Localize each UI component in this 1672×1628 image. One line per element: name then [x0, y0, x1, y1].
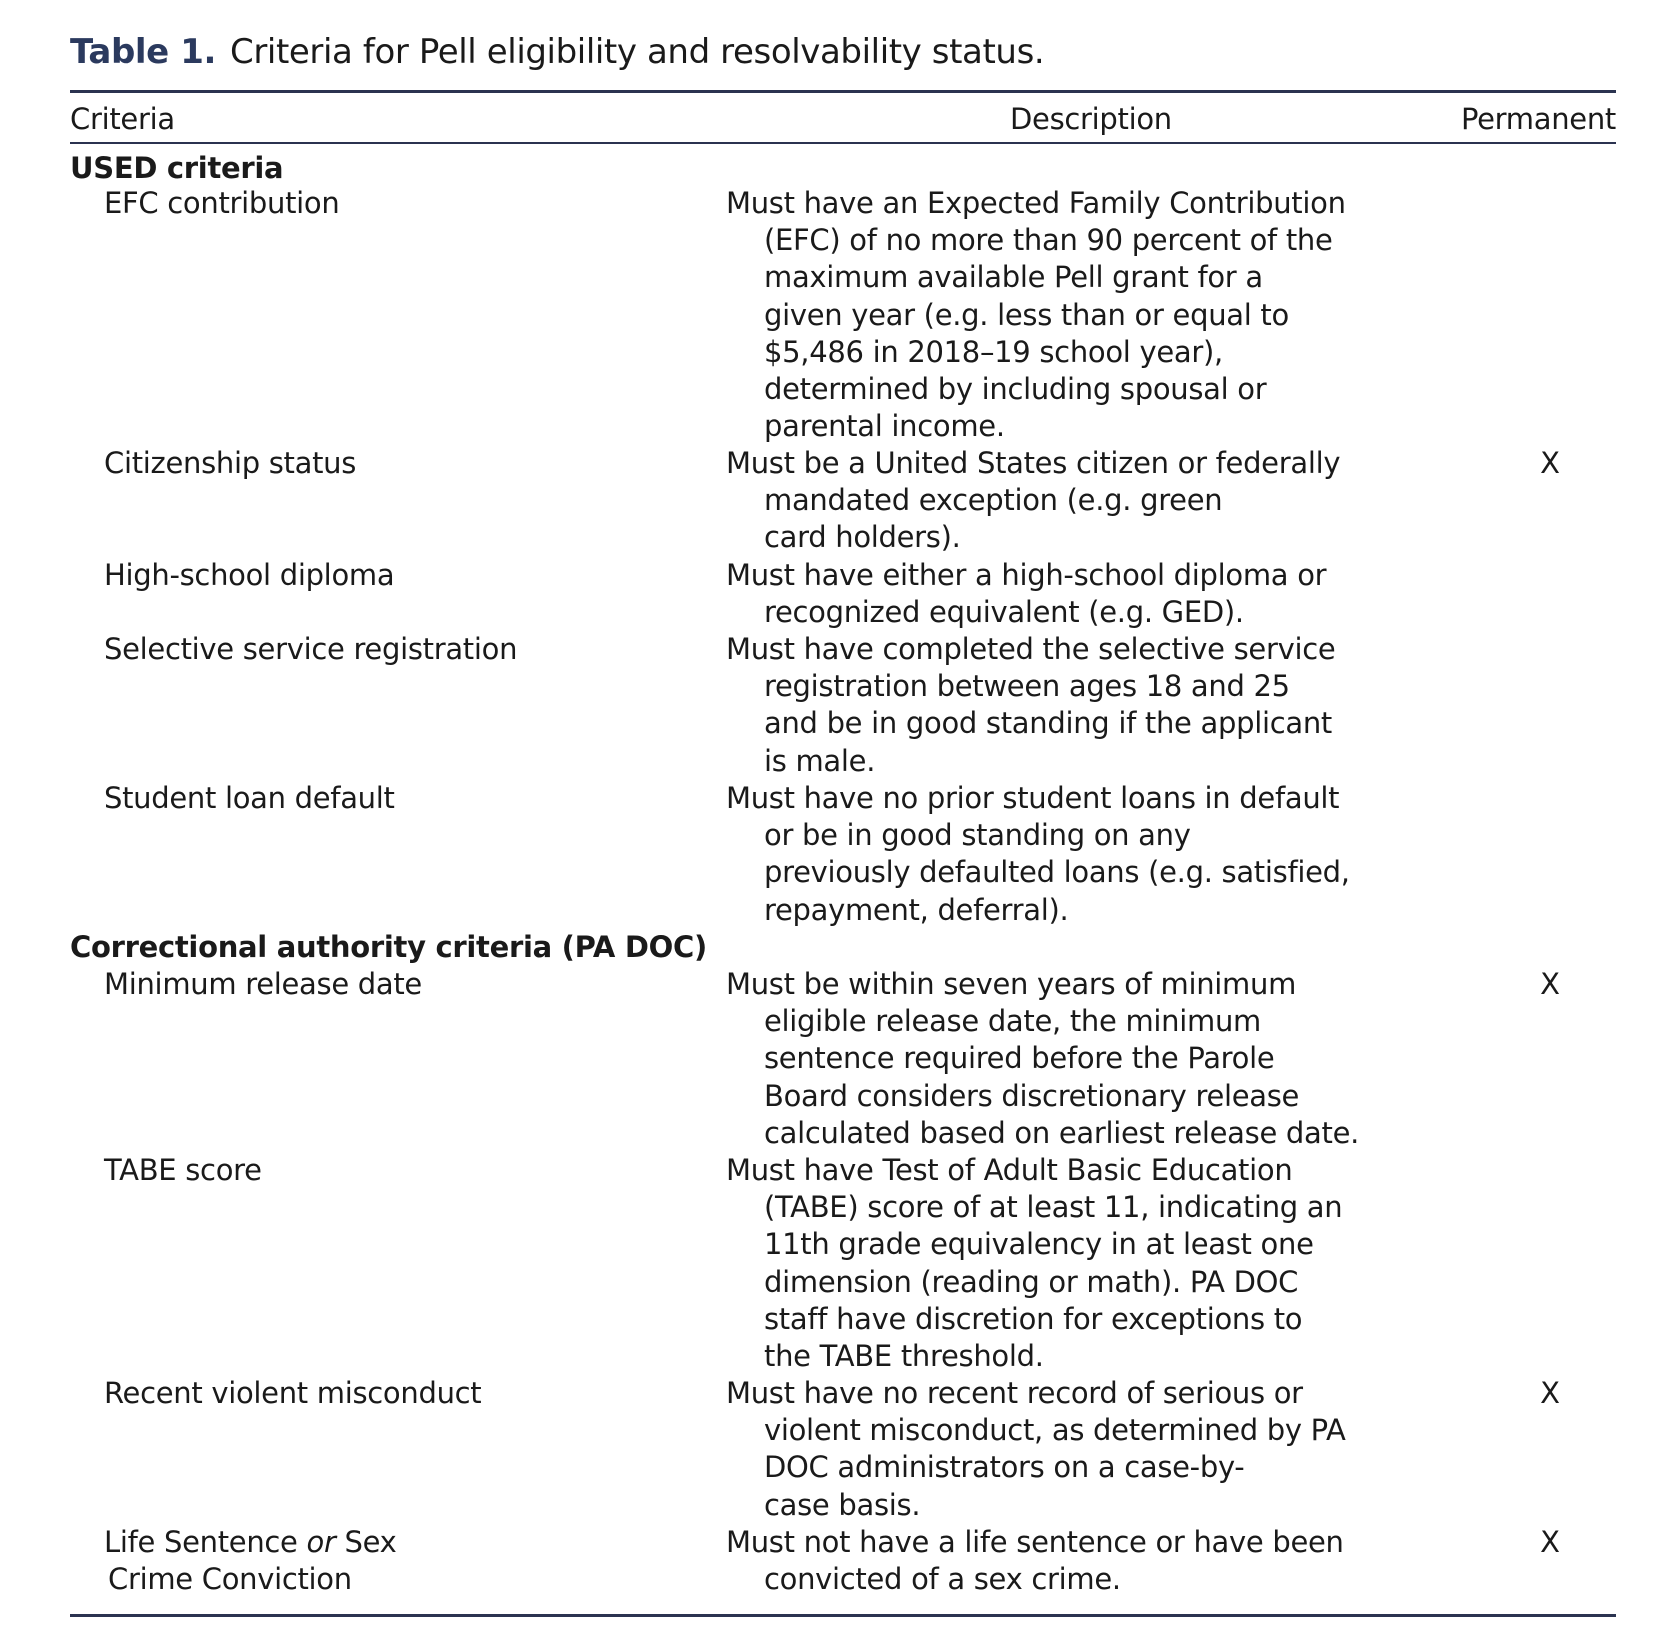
- description-line: is male.: [764, 743, 876, 778]
- top-rule: [70, 90, 1616, 93]
- permanent-mark-life-sentence: X: [1540, 1525, 1560, 1559]
- description-line: Must not have a life sentence or have been: [726, 1525, 1344, 1559]
- section-title-used: USED criteria: [70, 151, 284, 185]
- permanent-mark-misconduct: X: [1540, 1376, 1560, 1410]
- column-header-permanent: Permanent: [1460, 102, 1616, 136]
- description-line: Must have Test of Adult Basic Education: [726, 1153, 1293, 1187]
- criteria-efc: EFC contribution: [104, 186, 340, 220]
- criteria-release-date: Minimum release date: [104, 967, 422, 1001]
- description-line: staff have discretion for exceptions to: [764, 1301, 1303, 1336]
- description-line: sentence required before the Parole: [764, 1041, 1275, 1076]
- description-line: 11th grade equivalency in at least one: [764, 1227, 1314, 1262]
- description-line: (EFC) of no more than 90 percent of the: [764, 223, 1333, 258]
- description-release-date: [726, 966, 1360, 1152]
- description-line: Must have either a high-school diploma or: [726, 558, 1327, 592]
- criteria-text: Life Sentence: [104, 1525, 307, 1559]
- description-line: parental income.: [764, 409, 1005, 444]
- description-life-sentence: [726, 1524, 1344, 1598]
- description-line: Must be within seven years of minimum: [726, 967, 1297, 1001]
- criteria-text-italic: or: [306, 1525, 336, 1559]
- criteria-text: Crime Conviction: [108, 1562, 352, 1597]
- criteria-misconduct: Recent violent misconduct: [104, 1376, 482, 1410]
- description-line: Must have no recent record of serious or: [726, 1376, 1303, 1410]
- caption-text: Criteria for Pell eligibility and resolvability status.: [230, 32, 1045, 72]
- criteria-selective-service: Selective service registration: [104, 632, 518, 666]
- description-line: mandated exception (e.g. green: [764, 483, 1223, 518]
- description-line: determined by including spousal or: [764, 372, 1267, 407]
- description-line: Must have completed the selective service: [726, 632, 1336, 666]
- description-tabe: [726, 1152, 1343, 1375]
- description-line: convicted of a sex crime.: [764, 1562, 1121, 1597]
- criteria-tabe: TABE score: [104, 1153, 262, 1187]
- caption-label: Table 1.: [70, 32, 217, 72]
- description-line: calculated based on earliest release date.: [764, 1115, 1360, 1150]
- permanent-mark-release-date: X: [1540, 967, 1560, 1001]
- column-header-description: Description: [1010, 102, 1172, 136]
- criteria-citizenship: Citizenship status: [104, 446, 357, 480]
- description-line: maximum available Pell grant for a: [764, 260, 1263, 295]
- description-line: repayment, deferral).: [764, 892, 1069, 927]
- description-line: and be in good standing if the applicant: [764, 706, 1332, 741]
- description-selective-service: [726, 631, 1336, 780]
- description-line: violent misconduct, as determined by PA: [764, 1413, 1346, 1448]
- description-line: case basis.: [764, 1487, 921, 1522]
- description-efc: [726, 185, 1346, 445]
- criteria-student-loan: Student loan default: [104, 781, 395, 815]
- description-line: Must have an Expected Family Contribution: [726, 186, 1346, 220]
- description-line: recognized equivalent (e.g. GED).: [764, 595, 1244, 630]
- description-line: card holders).: [764, 520, 961, 555]
- table-caption: [70, 28, 1044, 76]
- criteria-life-sentence: [104, 1524, 664, 1598]
- description-line: or be in good standing on any: [764, 818, 1191, 853]
- description-citizenship: [726, 445, 1341, 557]
- description-misconduct: [726, 1375, 1346, 1524]
- description-line: the TABE threshold.: [764, 1339, 1044, 1374]
- criteria-diploma: High-school diploma: [104, 558, 395, 592]
- column-header-criteria: Criteria: [70, 102, 175, 136]
- bottom-rule: [70, 1614, 1616, 1617]
- description-student-loan: [726, 780, 1350, 929]
- description-line: DOC administrators on a case-by-: [764, 1450, 1245, 1485]
- description-line: previously defaulted loans (e.g. satisfied,: [764, 855, 1350, 890]
- header-rule: [70, 142, 1616, 144]
- description-line: dimension (reading or math). PA DOC: [764, 1264, 1299, 1299]
- description-line: Board considers discretionary release: [764, 1078, 1300, 1113]
- permanent-mark-citizenship: X: [1540, 446, 1560, 480]
- description-line: Must have no prior student loans in default: [726, 781, 1340, 815]
- description-line: (TABE) score of at least 11, indicating an: [764, 1190, 1343, 1225]
- description-line: Must be a United States citizen or federally: [726, 446, 1341, 480]
- section-title-pa-doc: Correctional authority criteria (PA DOC): [70, 930, 707, 964]
- description-line: $5,486 in 2018–19 school year),: [764, 334, 1223, 369]
- description-line: eligible release date, the minimum: [764, 1004, 1261, 1039]
- description-line: given year (e.g. less than or equal to: [764, 297, 1289, 332]
- description-line: registration between ages 18 and 25: [764, 669, 1290, 704]
- criteria-text: Sex: [335, 1525, 397, 1559]
- description-diploma: [726, 557, 1326, 631]
